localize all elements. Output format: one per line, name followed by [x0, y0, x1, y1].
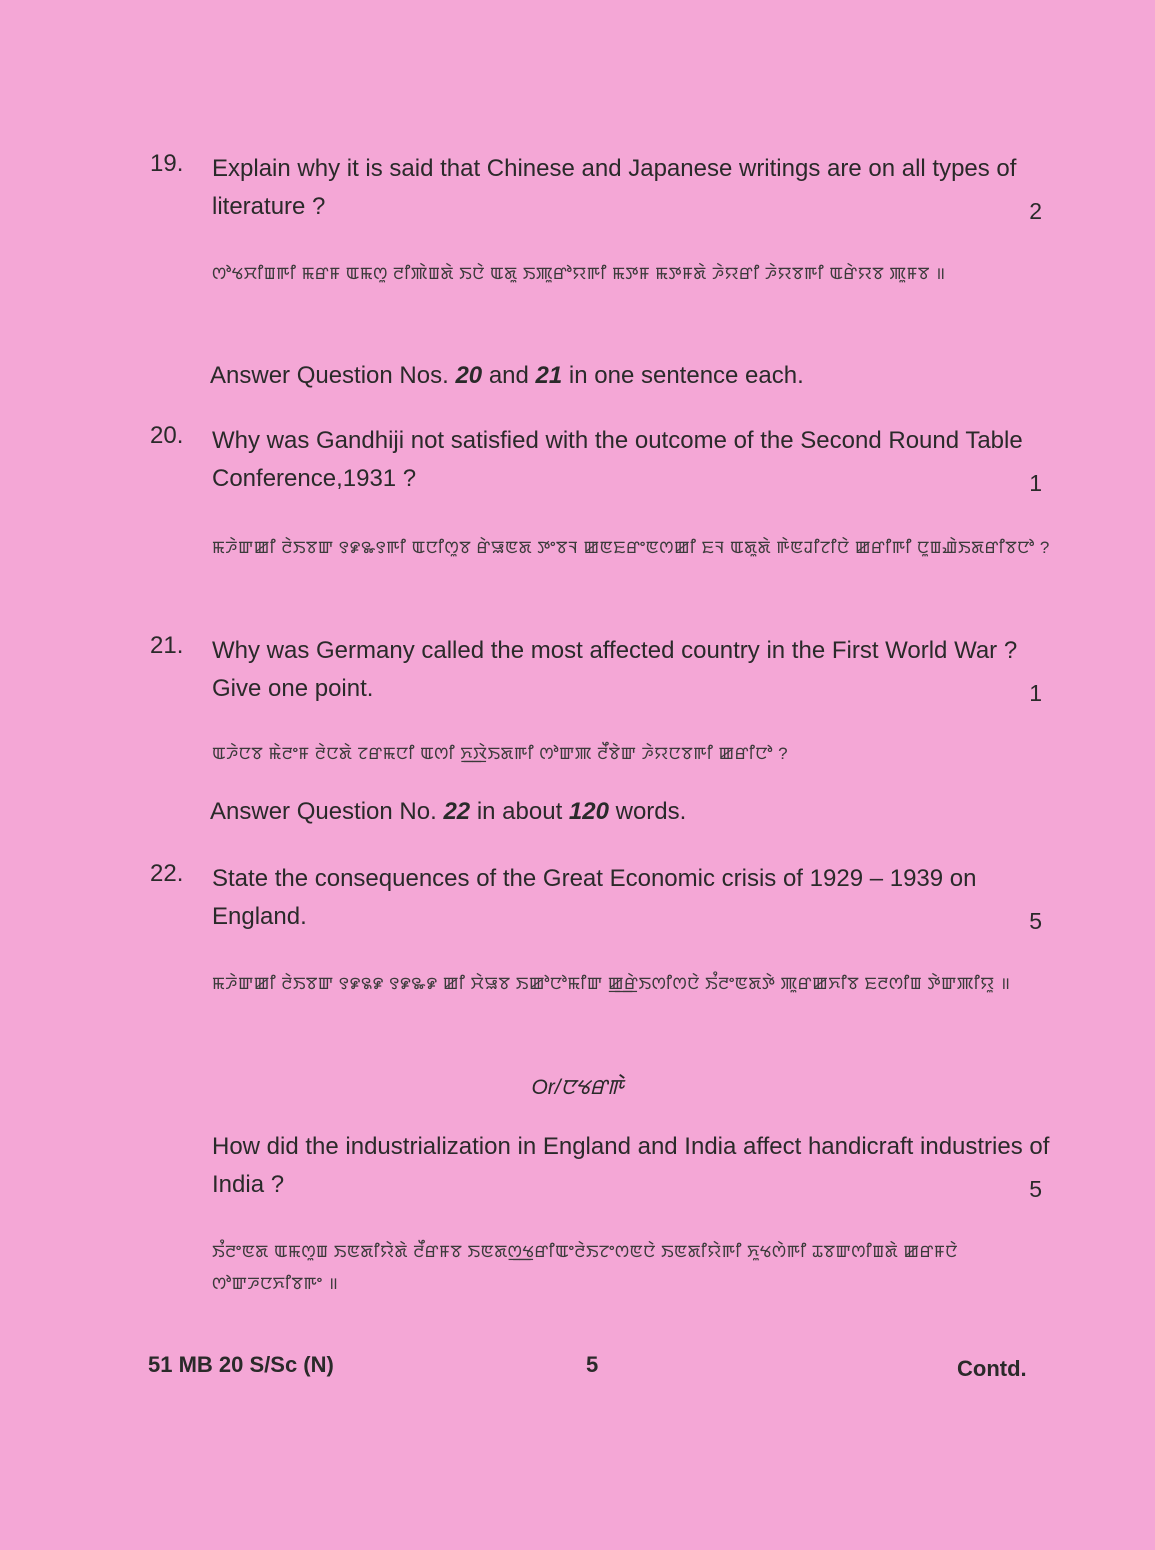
question-19: [150, 150, 1050, 230]
meitei-translation-22: ꯃꯍꯥꯛꯀꯤ ꯂꯥꯏꯕꯛ ꯱꯹꯲꯹ ꯱꯹꯳꯹ ꯀꯤ ꯆꯥꯎꯕ ꯏꯀꯣꯅꯣꯃꯤꯛ ꯀ꯭ꯔꯥꯏꯁꯤꯁꯅꯥ ꯏꯪꯂꯦꯟꯗꯇꯥ ꯄꯨꯔꯀꯈꯤꯕ ꯐꯂꯁꯤꯡ ꯇꯥꯛꯄꯤꯌꯨ ॥: [212, 974, 1011, 993]
question-number: 22.: [150, 860, 184, 887]
instruction-22: Answer Question No. 22 in about 120 words.: [210, 798, 687, 825]
question-text: Explain why it is said that Chinese and Japanese writings are on all types of literature ?: [212, 155, 1017, 220]
page-number: 5: [586, 1352, 599, 1377]
question-number: 21.: [150, 632, 184, 659]
marks: 1: [1029, 680, 1042, 706]
contd-label: Contd.: [957, 1356, 1027, 1381]
question-number: 20.: [150, 422, 184, 449]
question-22: [150, 860, 1050, 940]
marks: 5: [1029, 1176, 1042, 1202]
meitei-translation-22b: ꯏꯪꯂꯦꯟꯗ ꯑꯃꯁꯨꯡ ꯏꯟꯗꯤꯌꯥꯗꯥ ꯂꯩꯔꯝꯕ ꯏꯟꯗꯁ꯭ꯠꯔꯤꯑꯦꯂꯥꯏꯖꯦꯁꯟꯅꯥ ꯏꯟꯗꯤꯌꯥꯒꯤ ꯈꯨꯠꯁꯥꯒꯤ ꯊꯕꯛꯁꯤꯡꯗꯥ ꯀꯔꯝꯅꯥ ꯁꯣꯛꯍꯅꯈꯤꯕꯒꯦ ॥: [212, 1242, 958, 1293]
paper-code: 51 MB 20 S/Sc (N): [148, 1352, 334, 1377]
question-text: How did the industrialization in England and India affect handicraft industries of India ?: [212, 1133, 1050, 1198]
question-text: Why was Gandhiji not satisfied with the outcome of the Second Round Table Conference,1931 ?: [212, 427, 1023, 492]
question-number: 19.: [150, 150, 184, 177]
question-22-alternative: [150, 1128, 1050, 1208]
question-20: [150, 422, 1050, 502]
question-21: [150, 632, 1050, 712]
question-text: Why was Germany called the most affected country in the First World War ? Give one point.: [212, 637, 1018, 702]
meitei-translation-20: ꯃꯍꯥꯛꯀꯤ ꯂꯥꯏꯕꯛ ꯱꯹꯳꯱ꯒꯤ ꯑꯅꯤꯁꯨꯕ ꯔꯥꯎꯟꯗ ꯇꯦꯕꯜ ꯀꯟꯐꯔꯦꯟꯁꯀꯤ ꯐꯜ ꯑꯗꯨꯗꯥ ꯒꯥꯟꯙꯤꯖꯤꯅꯥ ꯀꯔꯤꯒꯤ ꯅꯨꯡꯉꯥꯏꯗꯔꯤꯕꯅꯣ ?: [212, 538, 1050, 557]
marks: 5: [1029, 908, 1042, 934]
marks: 2: [1029, 198, 1042, 224]
meitei-translation-21: ꯑꯍꯥꯅꯕ ꯃꯥꯂꯦꯝ ꯂꯥꯅꯗꯥ ꯖꯔꯃꯅꯤ ꯑꯁꯤ ꯈ꯭ꯋꯥꯏꯗꯒꯤ ꯁꯣꯛꯄ ꯂꯩꯕꯥꯛ ꯍꯥꯌꯅꯕꯒꯤ ꯀꯔꯤꯅꯣ ?: [212, 744, 789, 763]
or-separator: Or/ꯅꯠꯔꯒꯥ: [531, 1076, 624, 1099]
instruction-20-21: Answer Question Nos. 20 and 21 in one sentence each.: [210, 362, 804, 389]
meitei-translation-19: ꯁꯣꯠꯆꯤꯡꯒꯤ ꯃꯔꯝ ꯑꯃꯁꯨ ꯂꯤꯄꯥꯡꯗꯥ ꯏꯅꯥ ꯑꯗꯨ ꯏꯄꯨꯔꯣꯌꯒꯤ ꯃꯇꯝ ꯃꯇꯝꯗꯥ ꯍꯥꯌꯔꯤ ꯍꯥꯌꯕꯒꯤ ꯑꯔꯥꯌꯕ ꯄꯨꯝꯕ ॥: [212, 264, 946, 283]
question-text: State the consequences of the Great Economic crisis of 1929 – 1939 on England.: [212, 865, 977, 930]
marks: 1: [1029, 470, 1042, 496]
